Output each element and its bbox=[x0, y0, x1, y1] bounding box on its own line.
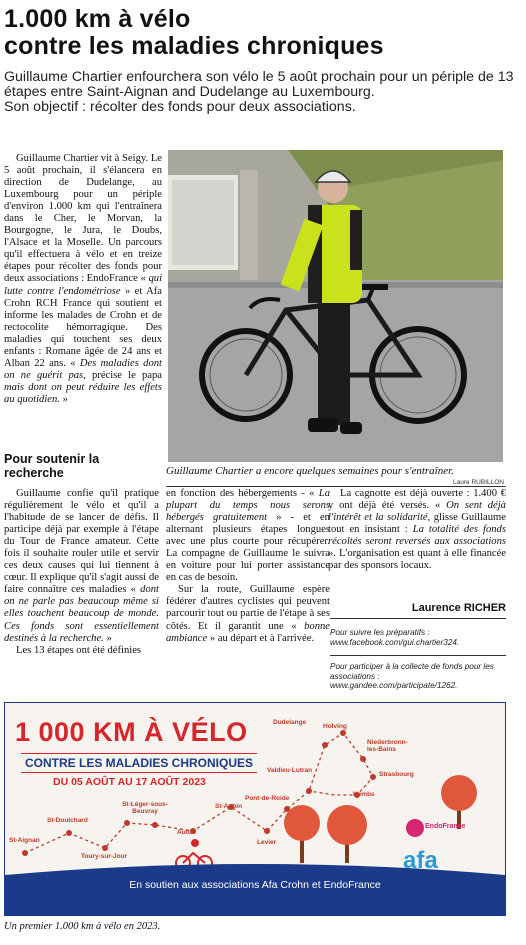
headline-line-2: contre les maladies chroniques bbox=[4, 32, 384, 60]
stop-st-doulchard: St-Doulchard bbox=[47, 817, 88, 824]
article-column-1b bbox=[4, 488, 159, 657]
quote: La totalité des fonds récoltés seront reversés aux associations bbox=[328, 524, 506, 548]
info-donation: Pour participer à la collecte de fonds pour les associations : www.gandee.com/participate/1262. bbox=[330, 662, 494, 690]
stop-strasbourg: Strasbourg bbox=[379, 771, 414, 778]
stop-autun: Autun bbox=[177, 829, 196, 836]
stop-niederbronn: Niederbronn-les-Bains bbox=[367, 739, 408, 753]
divider bbox=[330, 655, 506, 656]
stop-pont-de-roide: Pont-de-Roide bbox=[245, 795, 290, 802]
photo-caption: Guillaume Chartier a encore quelques semaines pour s'entraîner. bbox=[166, 465, 454, 477]
stop-toury: Toury-sur-Jour bbox=[81, 853, 128, 860]
cyclist-photo bbox=[168, 150, 503, 462]
banner-subtitle: CONTRE LES MALADIES CHRONIQUES bbox=[21, 753, 257, 773]
paragraph-intro bbox=[4, 153, 162, 406]
text: , glisse Guillaume tout en insistant : bbox=[328, 512, 506, 536]
bottom-caption: Un premier 1.000 km à vélo en 2023. bbox=[4, 921, 161, 932]
quote: dont on ne parle pas beaucoup même si elles touchent beaucoup de monde. Ces fonds sont essentiellement destinés à la recherche. bbox=[4, 584, 159, 644]
paragraph-fundraising bbox=[328, 488, 506, 572]
banner-title: 1 000 KM À VÉLO bbox=[15, 717, 248, 747]
stop-st-aubin: St-Aubin bbox=[215, 803, 243, 810]
info-facebook: Pour suivre les préparatifs : www.facebook.com/gui.chartier324. bbox=[330, 628, 460, 647]
quote: Des maladies dont on ne guérit pas bbox=[4, 357, 162, 381]
quote: mais dont on peut réduire les effets au quotidien. bbox=[4, 381, 162, 405]
quote: bonne ambiance bbox=[166, 620, 330, 644]
paragraph-road bbox=[166, 584, 330, 644]
headline-line-1: 1.000 km à vélo bbox=[4, 5, 191, 33]
standfirst-text: Guillaume Chartier enfourchera son vélo le 5 août prochain pour un périple de 13 étapes entre Saint-Aignan and Dudelange au Luxembourg. bbox=[4, 69, 514, 100]
article-column-1 bbox=[4, 153, 162, 406]
text: Guillaume Chartier vit à Seigy. Le 5 août prochain, il s'élancera en direction de Dudelange, au Luxembourg pour un périple d'environ 1.000 km qui l'entraînera dans le Cher, le Morvan, la Bourgogne, le Jura, le Doubs, l'Alsace et la Moselle. Un parcours qu'il effectuera à vélo et en treize étapes pour récolter des fonds pour deux associations : EndoFrance « bbox=[4, 153, 162, 285]
quote: On sent déjà l'intérêt et la solidarité bbox=[328, 500, 506, 524]
text: » au départ et à l'arrivée. bbox=[207, 632, 315, 644]
divider bbox=[166, 486, 506, 487]
subheading bbox=[4, 452, 162, 480]
banner-footer: En soutien aux associations Afa Crohn et EndoFrance bbox=[129, 879, 381, 891]
standfirst bbox=[4, 70, 522, 115]
text: » bbox=[59, 393, 68, 405]
endofrance-logo-icon bbox=[406, 819, 424, 837]
text: » bbox=[103, 632, 112, 644]
paragraph-stages: Les 13 étapes ont été définies bbox=[16, 644, 142, 656]
endofrance-logo: EndoFrance bbox=[425, 823, 466, 830]
stop-levier: Levier bbox=[257, 839, 277, 846]
quote: qui lutte contre l'endométriose bbox=[4, 273, 163, 297]
quote: La plupart du temps nous serons hébergés gratuitement bbox=[166, 488, 330, 524]
text: , précise le papa bbox=[83, 369, 163, 381]
text: Sur la route, Guillaume espère fédérer d'autres cyclistes qui peuvent parcourir tout ou partie de l'étape à ses côtés. Et il garantit une « bbox=[166, 584, 330, 632]
subheading-line-1: Pour soutenir la bbox=[4, 452, 100, 466]
text: en fonction des hébergements - « bbox=[166, 488, 319, 499]
author-signature: Laurence RICHER bbox=[411, 602, 506, 614]
article-column-2 bbox=[166, 488, 330, 645]
article-column-3 bbox=[328, 488, 506, 572]
text: » - et en alternant plusieurs étapes longues avec une plus courte pour récupérer. La compagne de Guillaume le suivra en voiture pour lui porter assistance en cas de besoin. bbox=[166, 512, 330, 584]
paragraph-challenge bbox=[4, 488, 159, 645]
stop-st-leger: St-Léger-sous-Beuvray bbox=[122, 801, 168, 815]
stop-holving: Holving bbox=[323, 723, 347, 730]
event-banner bbox=[4, 702, 506, 916]
subheading-line-2: recherche bbox=[4, 466, 64, 480]
headline bbox=[4, 6, 524, 60]
text: » et Afa Crohn RCH France qui soutient et informe les malades de Crohn et de rectocolite hémorragique. Des maladies qui touchent ses deux enfants : Romane âgée de 24 ans et Alban 22 ans. « bbox=[4, 285, 162, 369]
banner-dates: DU 05 AOÛT AU 17 AOÛT 2023 bbox=[53, 776, 206, 788]
stop-kembs: Kembs bbox=[353, 791, 375, 798]
text: La cagnotte est déjà ouverte : 1.400 € y ont déjà été versés. « bbox=[328, 488, 506, 512]
text: Guillaume confie qu'il pratique régulièrement le vélo et qu'il a l'habitude de se lancer de défis. Il participe déjà par exemple à l'étape du Tour de France amateur. Cette fois il souhaite rouler utile et servir ces deux causes qui lui tiennent à cœur. Il explique qu'il s'agit aussi de faire connaître ces maladies « bbox=[4, 488, 159, 596]
standfirst-objective: Son objectif : récolter des fonds pour deux associations. bbox=[4, 99, 356, 115]
stop-valdieu: Valdieu-Lutran bbox=[267, 767, 313, 774]
afa-logo: afa bbox=[403, 847, 438, 874]
photo-credit: Laure RUBILLON bbox=[453, 479, 504, 486]
stop-st-aignan: St-Aignan bbox=[9, 837, 40, 844]
stop-dudelange: Dudelange bbox=[273, 719, 307, 726]
tree-icon bbox=[284, 775, 477, 863]
cyclist-photo-illustration bbox=[168, 150, 503, 462]
route-stops bbox=[22, 730, 376, 856]
text: ». L'organisation est quant à elle financée par des sponsors locaux. bbox=[328, 548, 506, 572]
paragraph-lodging bbox=[166, 488, 330, 584]
divider bbox=[330, 618, 506, 619]
